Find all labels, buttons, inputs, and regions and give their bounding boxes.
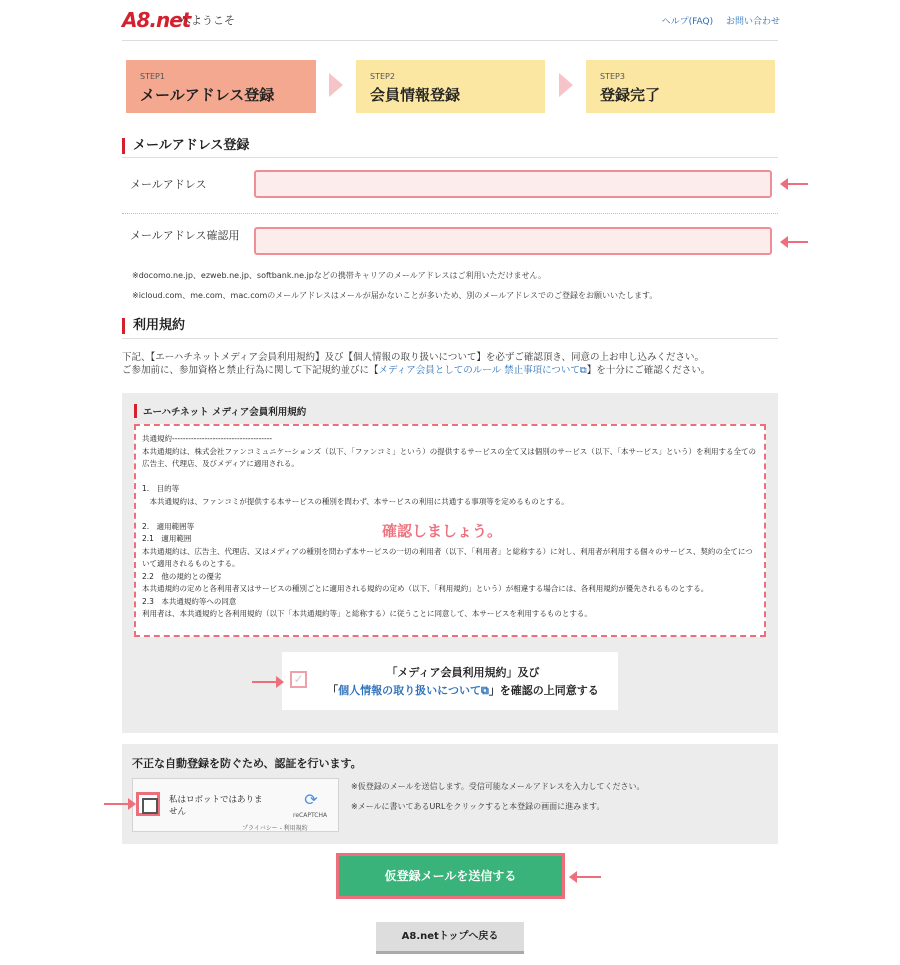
captcha-note: ※仮登録のメールを送信します。受信可能なメールアドレスを入力してください。: [351, 782, 645, 791]
terms-intro: [122, 351, 782, 377]
email-note: ※icloud.com、me.com、mac.comのメールアドレスはメールが届かないことが多いため、別のメールアドレスでのご登録をお願いいたします。: [132, 291, 658, 300]
divider: [122, 40, 778, 41]
arrow-left-icon: [575, 876, 601, 878]
terms-intro-line: 下記、【エーハチネットメディア会員利用規約】及び【個人情報の取り扱いについて】を必ずご確認頂き、同意の上お申し込みください。: [122, 352, 704, 363]
recaptcha-privacy-link[interactable]: プライバシー - 利用規約: [242, 825, 308, 832]
step-title: 登録完了: [600, 86, 661, 104]
agree-line: 「メディア会員利用規約」及び: [386, 666, 540, 679]
a8-logo[interactable]: A8.net: [122, 8, 191, 32]
recaptcha-checkbox[interactable]: [136, 792, 160, 816]
terms-body: 共通規約------------------------------------- 本共通規約は、株式会社ファンコミュニケーションズ（以下、「ファンコミ」という）の提供するサービスの全て又は個別のサービス（以下、「本サービス」という）を利用する全ての広告主、代理店、及びメディアに適用される。 1. 目的等 本共通規約は、ファンコミが提供する本サービスの種別を問わず、本サービスの利用に共通する事項等を定めるものとする。 2. 適用範囲等 2.1 適用範囲 本共通規約は、広告主、代理店、又はメディアの種別を問わず本サービスの一切の利用者（以下、「利用者」と総称する）に対し、利用者が利用する個々のサービス、契約の全てについて適用されるものとする。 2.2 他の規約との優劣 本共通規約の定めと各利用者又はサービスの種別ごとに適用される規約の定め（以下、「利用規約」という）が相違する場合には、各利用規約が優先されるものとする。 2.3 本共通規約等への同意 利用者は、本共通規約と各利用規約（以下「本共通規約等」と総称する）に従うことに同意して、本サービスを利用するものとする。: [142, 434, 757, 618]
divider: [122, 157, 778, 158]
submit-button[interactable]: 仮登録メールを送信する: [336, 853, 565, 899]
contact-link[interactable]: お問い合わせ: [725, 17, 780, 27]
back-to-top-button[interactable]: A8.netトップへ戻る: [376, 922, 524, 954]
terms-section-heading: 利用規約: [122, 318, 185, 334]
arrow-left-icon: [786, 241, 808, 243]
help-link[interactable]: ヘルプ(FAQ): [661, 17, 714, 27]
arrow-left-icon: [786, 183, 808, 185]
external-link-icon: ⧉: [480, 684, 489, 697]
step-title: 会員情報登録: [370, 86, 461, 104]
step-2: [356, 60, 545, 113]
divider: [122, 213, 778, 214]
terms-box-title: エーハチネット メディア会員利用規約: [134, 404, 306, 418]
divider: [122, 338, 778, 339]
step-label: STEP2: [370, 72, 395, 81]
step-label: STEP3: [600, 72, 625, 81]
email-note: ※docomo.ne.jp、ezweb.ne.jp、softbank.ne.jpなどの携帯キャリアのメールアドレスはご利用いただけません。: [132, 271, 546, 280]
chevron-right-icon: [329, 73, 343, 97]
top-links: [652, 14, 780, 27]
terms-intro-line: ご参加前に、参加資格と禁止行為に関して下記規約並びに【メディア会員としてのルール 禁止事項について⧉】を十分にご確認ください。: [122, 365, 711, 376]
email-label: メールアドレス: [130, 178, 207, 191]
top-bar: [0, 0, 900, 40]
chevron-right-icon: [559, 73, 573, 97]
email-input[interactable]: [254, 170, 772, 198]
step-label: STEP1: [140, 72, 165, 81]
agree-line: 「個人情報の取り扱いについて⧉」を確認の上同意する: [327, 684, 599, 697]
step-3: [586, 60, 775, 113]
confirm-overlay: 確認しましょう。: [382, 522, 503, 540]
rules-link[interactable]: メディア会員としてのルール 禁止事項について: [378, 365, 580, 376]
recaptcha-brand: reCAPTCHA: [293, 812, 328, 819]
arrow-right-icon: [104, 803, 130, 805]
privacy-link[interactable]: 個人情報の取り扱いについて: [338, 684, 481, 697]
step-title: メールアドレス登録: [140, 86, 275, 104]
step-1: [126, 60, 316, 113]
captcha-title: 不正な自動登録を防ぐため、認証を行います。: [132, 757, 362, 770]
welcome-text: へようこそ: [180, 14, 235, 27]
email-confirm-input[interactable]: [254, 227, 772, 255]
captcha-note: ※メールに書いてあるURLをクリックすると本登録の画面に進みます。: [351, 802, 605, 811]
arrow-right-icon: [252, 681, 278, 683]
email-confirm-label: メールアドレス確認用: [130, 229, 240, 242]
external-link-icon: ⧉: [579, 365, 587, 376]
agree-checkbox[interactable]: ✓: [290, 671, 307, 688]
recaptcha-icon: ⟳: [304, 790, 318, 809]
recaptcha-label: 私はロボットではありません: [169, 795, 263, 817]
agree-label: [310, 664, 616, 700]
email-section-heading: メールアドレス登録: [122, 138, 249, 154]
